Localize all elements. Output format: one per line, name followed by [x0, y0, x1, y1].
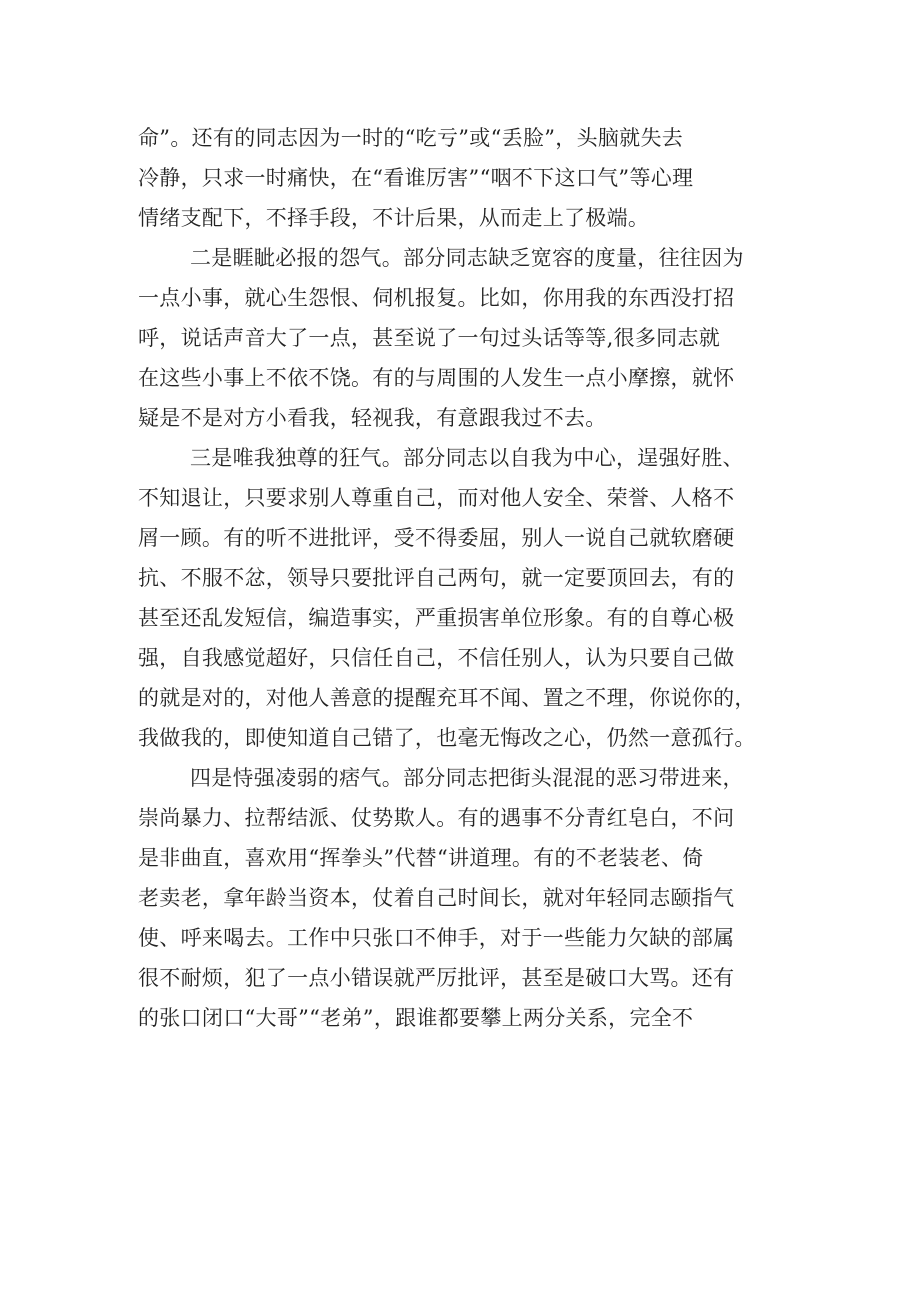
text-line: 疑是不是对方小看我，轻视我，有意跟我过不去。	[138, 406, 607, 430]
text-line: 三是唯我独尊的狂气。部分同志以自我为中心，逞强好胜、	[190, 446, 744, 470]
paragraph	[138, 118, 788, 238]
text-line: 很不耐烦，犯了一点小错误就严厉批评，甚至是破口大骂。还有	[138, 966, 735, 990]
text-line: 使、呼来喝去。工作中只张口不伸手，对于一些能力欠缺的部属	[138, 926, 735, 950]
text-line: 崇尚暴力、拉帮结派、仗势欺人。有的遇事不分青红皂白，不问	[138, 806, 735, 830]
text-line: 的张口闭口“大哥”“老弟”，跟谁都要攀上两分关系，完全不	[138, 1006, 694, 1030]
text-line: 不知退让，只要求别人尊重自己，而对他人安全、荣誉、人格不	[138, 486, 735, 510]
text-line: 老卖老，拿年龄当资本，仗着自己时间长，就对年轻同志颐指气	[138, 886, 735, 910]
text-line: 一点小事，就心生怨恨、伺机报复。比如，你用我的东西没打招	[138, 286, 735, 310]
paragraph	[138, 238, 788, 438]
text-line: 命”。还有的同志因为一时的“吃亏”或“丢脸”，头脑就失去	[138, 126, 684, 150]
text-line: 在这些小事上不依不饶。有的与周围的人发生一点小摩擦，就怀	[138, 366, 735, 390]
text-line: 甚至还乱发短信，编造事实，严重损害单位形象。有的自尊心极	[138, 606, 735, 630]
paragraph	[138, 438, 788, 758]
text-line: 的就是对的，对他人善意的提醒充耳不闻、置之不理，你说你的，	[138, 686, 756, 710]
paragraph	[138, 758, 788, 1038]
body-text	[138, 118, 788, 1038]
text-line: 屑一顾。有的听不进批评，受不得委屈，别人一说自己就软磨硬	[138, 526, 735, 550]
text-line: 二是睚眦必报的怨气。部分同志缺乏宽容的度量，往往因为	[190, 246, 744, 270]
text-line: 强，自我感觉超好，只信任自己，不信任别人，认为只要自己做	[138, 646, 735, 670]
text-line: 冷静，只求一时痛快，在“看谁厉害”“咽不下这口气”等心理	[138, 166, 694, 190]
text-line: 是非曲直，喜欢用“挥拳头”代替“讲道理。有的不老装老、倚	[138, 846, 704, 870]
text-line: 情绪支配下，不择手段，不计后果，从而走上了极端。	[138, 206, 650, 230]
text-line: 我做我的，即使知道自己错了，也毫无悔改之心，仍然一意孤行。	[138, 726, 756, 750]
text-line: 呼，说话声音大了一点，甚至说了一句过头话等等,很多同志就	[138, 326, 721, 350]
text-line: 四是恃强凌弱的痞气。部分同志把街头混混的恶习带进来，	[190, 766, 744, 790]
text-line: 抗、不服不忿，领导只要批评自己两句，就一定要顶回去，有的	[138, 566, 735, 590]
